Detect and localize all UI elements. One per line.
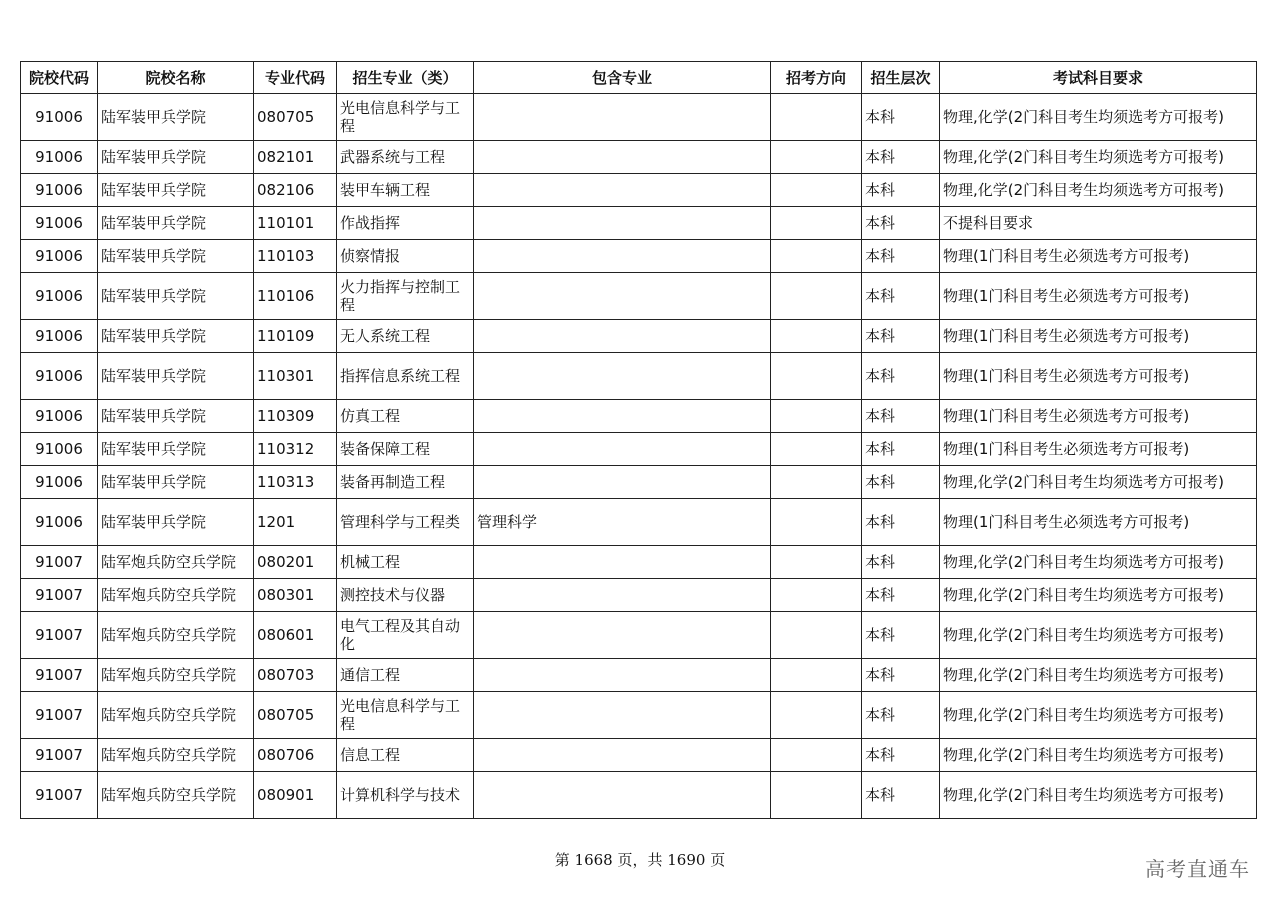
cell-subject-requirements: 物理,化学(2门科目考生均须选考方可报考) xyxy=(940,772,1257,819)
cell-major: 指挥信息系统工程 xyxy=(337,353,474,400)
cell-level: 本科 xyxy=(862,207,940,240)
cell-major: 光电信息科学与工程 xyxy=(337,692,474,739)
cell-level: 本科 xyxy=(862,174,940,207)
cell-school-name: 陆军装甲兵学院 xyxy=(98,353,254,400)
cell-included-majors xyxy=(474,692,771,739)
header-school-name: 院校名称 xyxy=(98,62,254,94)
cell-school-name: 陆军装甲兵学院 xyxy=(98,499,254,546)
table-row xyxy=(21,353,1257,400)
cell-subject-requirements: 物理,化学(2门科目考生均须选考方可报考) xyxy=(940,546,1257,579)
cell-school-name: 陆军炮兵防空兵学院 xyxy=(98,772,254,819)
cell-school-code: 91007 xyxy=(21,772,98,819)
cell-school-code: 91006 xyxy=(21,207,98,240)
cell-subject-requirements: 物理,化学(2门科目考生均须选考方可报考) xyxy=(940,659,1257,692)
cell-subject-requirements: 物理,化学(2门科目考生均须选考方可报考) xyxy=(940,612,1257,659)
page-footer: 第 1668 页，共 1690 页 xyxy=(554,851,726,869)
cell-included-majors xyxy=(474,94,771,141)
cell-school-code: 91007 xyxy=(21,579,98,612)
cell-included-majors xyxy=(474,579,771,612)
cell-included-majors xyxy=(474,273,771,320)
cell-major: 管理科学与工程类 xyxy=(337,499,474,546)
table-row xyxy=(21,579,1257,612)
cell-subject-requirements: 不提科目要求 xyxy=(940,207,1257,240)
cell-included-majors xyxy=(474,207,771,240)
cell-included-majors xyxy=(474,353,771,400)
cell-direction xyxy=(771,546,862,579)
cell-major: 机械工程 xyxy=(337,546,474,579)
cell-level: 本科 xyxy=(862,400,940,433)
cell-level: 本科 xyxy=(862,546,940,579)
cell-school-code: 91006 xyxy=(21,320,98,353)
cell-level: 本科 xyxy=(862,579,940,612)
cell-subject-requirements: 物理,化学(2门科目考生均须选考方可报考) xyxy=(940,466,1257,499)
cell-level: 本科 xyxy=(862,273,940,320)
cell-school-code: 91006 xyxy=(21,174,98,207)
header-major: 招生专业（类） xyxy=(337,62,474,94)
cell-included-majors: 管理科学 xyxy=(474,499,771,546)
table-body xyxy=(21,94,1257,819)
cell-school-name: 陆军装甲兵学院 xyxy=(98,141,254,174)
cell-school-code: 91007 xyxy=(21,692,98,739)
table-row xyxy=(21,772,1257,819)
cell-major-code: 080601 xyxy=(254,612,337,659)
cell-school-code: 91007 xyxy=(21,739,98,772)
cell-school-name: 陆军装甲兵学院 xyxy=(98,94,254,141)
cell-major: 装备再制造工程 xyxy=(337,466,474,499)
cell-direction xyxy=(771,499,862,546)
header-direction: 招考方向 xyxy=(771,62,862,94)
cell-school-code: 91006 xyxy=(21,433,98,466)
header-row xyxy=(21,62,1257,94)
cell-school-name: 陆军炮兵防空兵学院 xyxy=(98,739,254,772)
cell-included-majors xyxy=(474,400,771,433)
cell-direction xyxy=(771,207,862,240)
cell-major-code: 080706 xyxy=(254,739,337,772)
cell-major-code: 080201 xyxy=(254,546,337,579)
header-subject-requirements: 考试科目要求 xyxy=(940,62,1257,94)
table-row xyxy=(21,433,1257,466)
table-row xyxy=(21,499,1257,546)
cell-subject-requirements: 物理,化学(2门科目考生均须选考方可报考) xyxy=(940,141,1257,174)
cell-level: 本科 xyxy=(862,692,940,739)
cell-major: 作战指挥 xyxy=(337,207,474,240)
cell-major: 通信工程 xyxy=(337,659,474,692)
cell-direction xyxy=(771,174,862,207)
cell-direction xyxy=(771,466,862,499)
cell-subject-requirements: 物理,化学(2门科目考生均须选考方可报考) xyxy=(940,579,1257,612)
cell-major: 计算机科学与技术 xyxy=(337,772,474,819)
table-row xyxy=(21,320,1257,353)
cell-school-code: 91006 xyxy=(21,273,98,320)
cell-subject-requirements: 物理(1门科目考生必须选考方可报考) xyxy=(940,433,1257,466)
cell-major-code: 080703 xyxy=(254,659,337,692)
header-level: 招生层次 xyxy=(862,62,940,94)
cell-level: 本科 xyxy=(862,466,940,499)
cell-direction xyxy=(771,739,862,772)
cell-school-code: 91006 xyxy=(21,400,98,433)
table-row xyxy=(21,207,1257,240)
cell-direction xyxy=(771,141,862,174)
table-row xyxy=(21,546,1257,579)
cell-school-code: 91006 xyxy=(21,466,98,499)
cell-major: 侦察情报 xyxy=(337,240,474,273)
cell-included-majors xyxy=(474,433,771,466)
cell-level: 本科 xyxy=(862,94,940,141)
cell-major-code: 082101 xyxy=(254,141,337,174)
cell-major-code: 080901 xyxy=(254,772,337,819)
cell-major-code: 110309 xyxy=(254,400,337,433)
table-row xyxy=(21,659,1257,692)
cell-major-code: 110106 xyxy=(254,273,337,320)
cell-major: 装备保障工程 xyxy=(337,433,474,466)
cell-included-majors xyxy=(474,141,771,174)
header-school-code: 院校代码 xyxy=(21,62,98,94)
cell-major-code: 1201 xyxy=(254,499,337,546)
cell-level: 本科 xyxy=(862,141,940,174)
cell-school-code: 91006 xyxy=(21,499,98,546)
cell-major: 电气工程及其自动化 xyxy=(337,612,474,659)
cell-school-code: 91006 xyxy=(21,141,98,174)
cell-direction xyxy=(771,579,862,612)
table-row xyxy=(21,273,1257,320)
cell-school-name: 陆军装甲兵学院 xyxy=(98,174,254,207)
watermark: 高考直通车 xyxy=(1145,857,1250,881)
cell-direction xyxy=(771,240,862,273)
cell-school-code: 91006 xyxy=(21,94,98,141)
cell-school-name: 陆军装甲兵学院 xyxy=(98,433,254,466)
cell-subject-requirements: 物理(1门科目考生必须选考方可报考) xyxy=(940,400,1257,433)
cell-direction xyxy=(771,320,862,353)
table-row xyxy=(21,739,1257,772)
cell-major-code: 110313 xyxy=(254,466,337,499)
cell-school-name: 陆军炮兵防空兵学院 xyxy=(98,579,254,612)
cell-subject-requirements: 物理(1门科目考生必须选考方可报考) xyxy=(940,320,1257,353)
cell-subject-requirements: 物理(1门科目考生必须选考方可报考) xyxy=(940,273,1257,320)
cell-major: 仿真工程 xyxy=(337,400,474,433)
header-major-code: 专业代码 xyxy=(254,62,337,94)
cell-level: 本科 xyxy=(862,612,940,659)
cell-included-majors xyxy=(474,739,771,772)
cell-level: 本科 xyxy=(862,659,940,692)
cell-major-code: 082106 xyxy=(254,174,337,207)
table-row xyxy=(21,692,1257,739)
table-row xyxy=(21,240,1257,273)
cell-included-majors xyxy=(474,320,771,353)
cell-major-code: 110103 xyxy=(254,240,337,273)
cell-school-name: 陆军装甲兵学院 xyxy=(98,207,254,240)
cell-direction xyxy=(771,273,862,320)
cell-school-name: 陆军装甲兵学院 xyxy=(98,466,254,499)
cell-subject-requirements: 物理,化学(2门科目考生均须选考方可报考) xyxy=(940,739,1257,772)
table-row xyxy=(21,400,1257,433)
cell-direction xyxy=(771,772,862,819)
cell-major: 无人系统工程 xyxy=(337,320,474,353)
cell-level: 本科 xyxy=(862,433,940,466)
cell-school-name: 陆军炮兵防空兵学院 xyxy=(98,612,254,659)
cell-included-majors xyxy=(474,612,771,659)
table-row xyxy=(21,174,1257,207)
cell-school-name: 陆军装甲兵学院 xyxy=(98,400,254,433)
cell-direction xyxy=(771,692,862,739)
cell-subject-requirements: 物理(1门科目考生必须选考方可报考) xyxy=(940,353,1257,400)
cell-subject-requirements: 物理,化学(2门科目考生均须选考方可报考) xyxy=(940,692,1257,739)
cell-major: 武器系统与工程 xyxy=(337,141,474,174)
cell-included-majors xyxy=(474,174,771,207)
cell-school-code: 91007 xyxy=(21,612,98,659)
table-row xyxy=(21,466,1257,499)
cell-school-name: 陆军装甲兵学院 xyxy=(98,320,254,353)
cell-direction xyxy=(771,94,862,141)
cell-major: 信息工程 xyxy=(337,739,474,772)
cell-school-code: 91006 xyxy=(21,353,98,400)
cell-major: 火力指挥与控制工程 xyxy=(337,273,474,320)
cell-major-code: 080705 xyxy=(254,94,337,141)
cell-major: 光电信息科学与工程 xyxy=(337,94,474,141)
cell-direction xyxy=(771,400,862,433)
cell-level: 本科 xyxy=(862,353,940,400)
cell-major-code: 080301 xyxy=(254,579,337,612)
cell-school-name: 陆军炮兵防空兵学院 xyxy=(98,546,254,579)
cell-school-name: 陆军装甲兵学院 xyxy=(98,273,254,320)
cell-included-majors xyxy=(474,659,771,692)
cell-school-code: 91006 xyxy=(21,240,98,273)
cell-included-majors xyxy=(474,240,771,273)
cell-major-code: 110312 xyxy=(254,433,337,466)
table-row xyxy=(21,94,1257,141)
cell-level: 本科 xyxy=(862,240,940,273)
cell-subject-requirements: 物理(1门科目考生必须选考方可报考) xyxy=(940,240,1257,273)
header-included-majors: 包含专业 xyxy=(474,62,771,94)
cell-level: 本科 xyxy=(862,320,940,353)
cell-major-code: 110109 xyxy=(254,320,337,353)
cell-subject-requirements: 物理,化学(2门科目考生均须选考方可报考) xyxy=(940,174,1257,207)
cell-direction xyxy=(771,353,862,400)
cell-level: 本科 xyxy=(862,739,940,772)
cell-school-name: 陆军装甲兵学院 xyxy=(98,240,254,273)
cell-included-majors xyxy=(474,546,771,579)
cell-major-code: 110101 xyxy=(254,207,337,240)
cell-school-code: 91007 xyxy=(21,546,98,579)
cell-direction xyxy=(771,659,862,692)
cell-major-code: 110301 xyxy=(254,353,337,400)
cell-subject-requirements: 物理(1门科目考生必须选考方可报考) xyxy=(940,499,1257,546)
cell-direction xyxy=(771,433,862,466)
cell-major: 测控技术与仪器 xyxy=(337,579,474,612)
cell-school-name: 陆军炮兵防空兵学院 xyxy=(98,692,254,739)
table-row xyxy=(21,141,1257,174)
cell-included-majors xyxy=(474,772,771,819)
cell-major: 装甲车辆工程 xyxy=(337,174,474,207)
cell-included-majors xyxy=(474,466,771,499)
cell-direction xyxy=(771,612,862,659)
cell-level: 本科 xyxy=(862,499,940,546)
cell-school-code: 91007 xyxy=(21,659,98,692)
cell-major-code: 080705 xyxy=(254,692,337,739)
enrollment-table xyxy=(20,61,1257,819)
table-row xyxy=(21,612,1257,659)
cell-level: 本科 xyxy=(862,772,940,819)
cell-subject-requirements: 物理,化学(2门科目考生均须选考方可报考) xyxy=(940,94,1257,141)
cell-school-name: 陆军炮兵防空兵学院 xyxy=(98,659,254,692)
